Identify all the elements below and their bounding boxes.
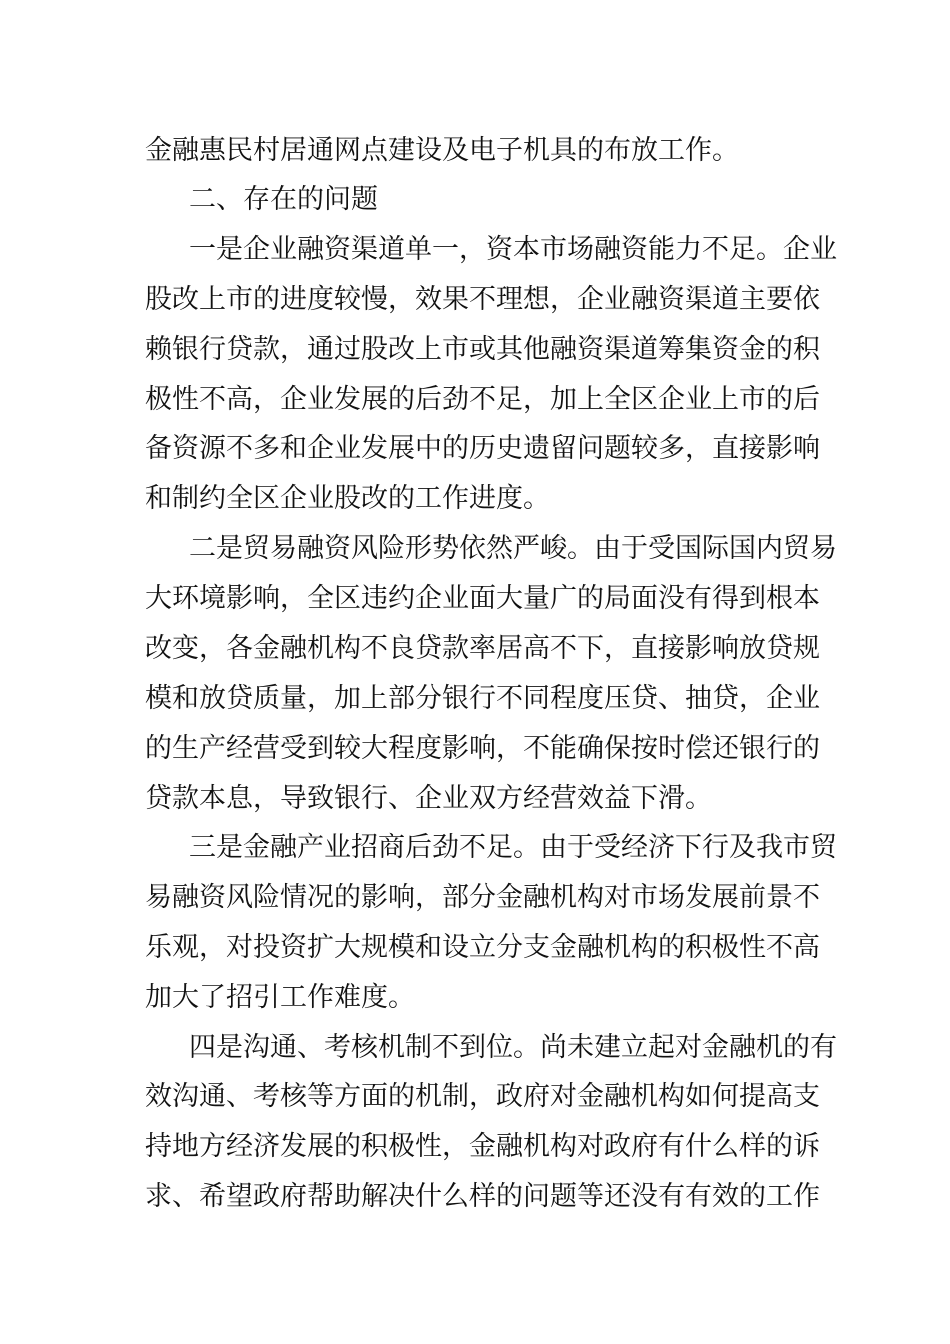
text-line-18: 加大了招引工作难度。 [145,982,415,1013]
text-line-17: 乐观，对投资扩大规模和设立分支金融机构的积极性不高 [145,932,820,963]
text-line-14: 贷款本息，导致银行、企业双方经营效益下滑。 [145,783,712,814]
text-line-4: 股改上市的进度较慢，效果不理想，企业融资渠道主要依 [145,284,820,315]
text-line-22: 求、希望政府帮助解决什么样的问题等还没有有效的工作 [145,1181,820,1212]
text-line-13: 的生产经营受到较大程度影响，不能确保按时偿还银行的 [145,733,820,764]
text-line-7: 备资源不多和企业发展中的历史遗留问题较多，直接影响 [145,433,820,464]
text-line-3: 一是企业融资渠道单一，资本市场融资能力不足。企业 [189,234,837,265]
text-line-6: 极性不高，企业发展的后劲不足，加上全区企业上市的后 [145,384,820,415]
text-line-12: 模和放贷质量，加上部分银行不同程度压贷、抽贷，企业 [145,683,820,714]
text-line-21: 持地方经济发展的积极性，金融机构对政府有什么样的诉 [145,1131,820,1162]
text-line-19: 四是沟通、考核机制不到位。尚未建立起对金融机的有 [189,1032,837,1063]
section-heading: 二、存在的问题 [189,184,378,215]
text-line-5: 赖银行贷款，通过股改上市或其他融资渠道筹集资金的积 [145,334,820,365]
text-line-9: 二是贸易融资风险形势依然严峻。由于受国际国内贸易 [189,533,837,564]
text-line-15: 三是金融产业招商后劲不足。由于受经济下行及我市贸 [189,832,837,863]
text-line-10: 大环境影响，全区违约企业面大量广的局面没有得到根本 [145,583,820,614]
text-line-8: 和制约全区企业股改的工作进度。 [145,483,550,514]
text-line-16: 易融资风险情况的影响，部分金融机构对市场发展前景不 [145,882,820,913]
text-line-11: 改变，各金融机构不良贷款率居高不下，直接影响放贷规 [145,633,820,664]
text-line-20: 效沟通、考核等方面的机制，政府对金融机构如何提高支 [145,1081,820,1112]
text-line-1: 金融惠民村居通网点建设及电子机具的布放工作。 [145,135,739,166]
